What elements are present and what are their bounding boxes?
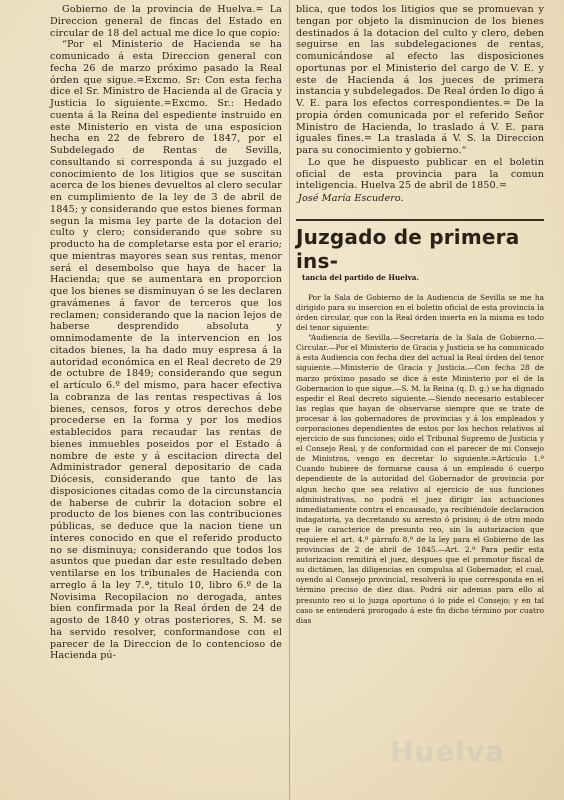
court-section — [296, 219, 544, 626]
publication-notice: Lo que he dispuesto publicar en el boletin oficial de esta provincia para la comun inteligencia. Huelva 25 de abril de 1850.= — [296, 156, 544, 192]
column-divider — [289, 0, 290, 800]
signature — [296, 193, 544, 205]
royal-order-text: “Por el Ministerio de Hacienda se ha comunicado á esta Direccion general con fecha 26 de marzo próximo pasado la Real órden que sigue.=Excmo. Sr: Con esta fecha dice el Sr. Ministro de Hacienda al de Gracia y Justicia lo siguiente.=Excmo. Sr.: Hedado cuenta á la Reina del espediente instruido en este Ministerio en vista de una esposicion hecha en 22 de febrero de 1847, por el Subdelegado de Rentas de Sevilla, consultando si corresponda á su juzgado el conocimiento de los litigios que se suscitan acerca de los bienes devueltos al clero secular en cumplimiento de la ley de 3 de abril de 1845; y considerando que estos bienes forman segun la misma ley parte de la dotacion del culto y clero; considerando que sobre su producto ha de completarse esta por el erario; que mientras mayores sean sus rentas, menor será el desembolso que haya de hacer la Hacienda; que se aumentara en proporcion que los bienes se disminuyan ó se les declaren gravámenes á favor de terceros que los reclamen; considerando que la nacion lejos de haberse desprendido absoluta y omnimodamente de la intervencion en los citados bienes, la ha dado muy espresa á la autoridad económica en el Real decreto de 29 de octubre de 1849; considerando que segun el artículo 6.º del mismo, para hacer efectiva la cobranza de las rentas respectivas á los bienes, censos, foros y otros derechos debe procederse en la forma y por los medios establecidos para recaudar las rentas de bienes inmuebles poseidos por el Estado á nombre de este y á escitacion directa del Administrador general depositario de cada Diócesis, considerando que tanto de las disposiciones citadas como de la circunstancia de haberse de cubrir la dotacion sobre el producto de los bienes con las contribuciones públicas, se deduce que la nacion tiene un interes conocido en que el referido producto no se disminuya; considerando que todos los asuntos que puedan dar este resultado deben ventilarse en los tribunales de Hacienda con arreglo á la ley 7.ª, titulo 10, libro 6.º de la Novisima Recopilacion no derogada, antes bien confirmada por la Real órden de 24 de agosto de 1840 y otras posteriores, S. M. se ha servido resolver, conformandose con el parecer de la Direccion de lo contencioso de Hacienda pú- — [50, 39, 282, 662]
section-heading: Juzgado de primera ins- — [296, 224, 520, 273]
royal-order-continuation: blica, que todos los litigios que se promuevan y tengan por objeto la disminucion de los bienes destinados á la dotacion del culto y clero, deben seguirse en las subdelegaciones de rentas, comunicándose al efecto las disposiciones oportunas por el Ministerio del cargo de V. E. y este de Hacienda á los jueces de primera instancia y subdelegados. De Real órden lo digo á V. E. para los efectos correspondientes.= De la propia órden comunicada por el referido Señor Ministro de Hacienda, lo traslado á V. E. para iguales fines.= La traslada á V. S. la Direccion para su conocimiento y gobierno.“ — [296, 4, 544, 156]
right-column — [296, 4, 544, 626]
signature-name: José María Escudero. — [298, 193, 404, 204]
court-notice-intro: Por la Sala de Gobierno de la Audiencia de Sevilla se me ha dirigido para su insercion en el boletin oficial de esta provincia la órden circular, que con la Real órden inserta en la misma es todo del tenor siguiente: — [296, 292, 544, 333]
library-watermark: Huelva — [390, 735, 506, 768]
left-column — [50, 4, 282, 662]
audiencia-circular: “Audiencia de Sevilla.—Secretaría de la Sala de Gobierno.—Circular.—Por el Ministerio de Gracia y Justicia se ha comunicado á esta Audiencia con fecha diez del actual la Real órden del tenor siguiente.—Ministerio de Gracia y Justicia.—Con fecha 28 de marzo próximo pasado se dice á este Ministerio por el de la Gobernacion lo que sigue.—S. M. la Reina (q. D. g.) se ha dignado espedir el Real decreto siguiente.—Siendo necesario establecer las reglas que hayan de observarse siempre que se trate de procesar á los gobernadores de provincias y á los empleados y corporaciones dependientes de estos por los hechos relativos al ejercicio de sus funciones; oido el Tribunal Supremo de Justicia y el Consejo Real, y de conformidad con el parecer de mi Consejo de Ministros, vengo en decretar lo siguiente.=Artículo 1.º Cuando hubiere de formarse causa á un empleado ó cuerpo dependiente de la autoridad del Gobernador de provincia por algun hecho que sea relativo al ejercicio de sus funciones administrativas, no podrá el juez dirigir las actuaciones inmediatamente contra el encausado, ya recibiéndole declaracion indagatoria, ya decretando su arresto ó prision; ó de otro modo que le caracterice de presunto reo, sin la autorizacion que requiere el art. 4.º párrafo 8.º de la ley para el Gobierno de las provincias de 2 de abril de 1845.—Art. 2.º Para pedir esta autorizacion remitirá el juez, despues que el promotor fiscal de su dictámen, las diligencias en compulsa al Gobernador, el cual, oyendo al Consejo provincial, resolverá lo que corresponda en el término preciso de diez dias. Podrá oir ademas para ello al presunto reo si lo juzga oportuno ó lo pide el Consejo; y en tal caso se entenderá prorogado á este fin dicho término por cuatro dias — [296, 333, 544, 625]
section-subheading: tancia del partido de Huelva. — [302, 272, 419, 282]
circular-intro: Gobierno de la provincia de Huelva.= La Direccion general de fincas del Estado en circular de 18 del actual me dice lo que copio: — [50, 4, 282, 39]
